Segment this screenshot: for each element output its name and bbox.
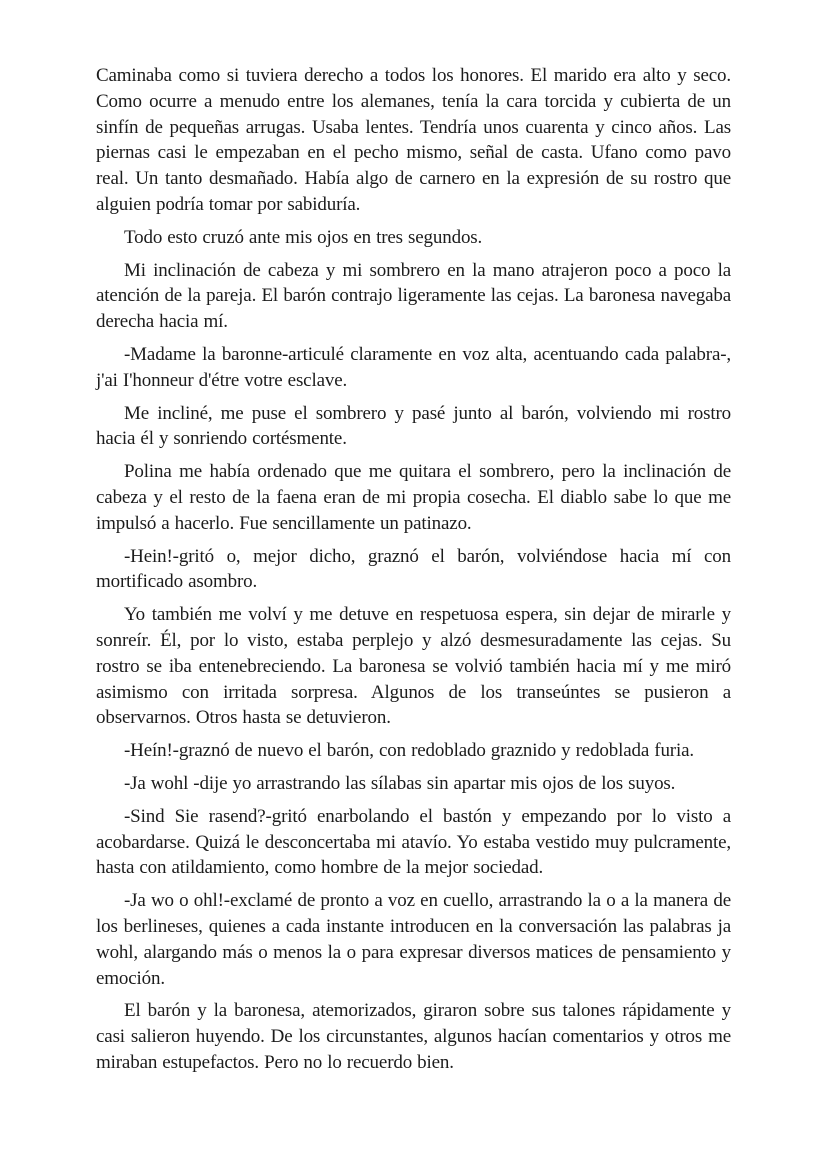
paragraph: -Hein!-gritó o, mejor dicho, graznó el barón, volviéndose hacia mí con mortificado asombro. <box>96 545 731 593</box>
paragraph: Polina me había ordenado que me quitara el sombrero, pero la inclinación de cabeza y el resto de la faena eran de mi propia cosecha. El diablo sabe lo que me impulsó a hacerlo. Fue sencillamente un patinazo. <box>96 461 731 534</box>
paragraph: Todo esto cruzó ante mis ojos en tres segundos. <box>124 226 483 248</box>
paragraph: -Madame la baronne-articulé claramente en voz alta, acentuando cada palabra-, j'ai I'honneur d'étre votre esclave. <box>96 343 731 391</box>
paragraph: -Ja wo o ohl!-exclamé de pronto a voz en cuello, arrastrando la o a la manera de los berlineses, quienes a cada instante introducen en la conversación las palabras ja wohl, alargando más o menos la o para expresar diversos matices de pensamiento y emoción. <box>96 890 731 989</box>
paragraph: Caminaba como si tuviera derecho a todos los honores. El marido era alto y seco. Como ocurre a menudo entre los alemanes, tenía la cara torcida y cubierta de un sinfín de pequeñas arrugas. Usaba lentes. Tendría unos cuarenta y cinco años. Las piernas casi le empezaban en el pecho mismo, señal de casta. Ufano como pavo real. Un tanto desmañado. Había algo de carnero en la expresión de su rostro que alguien podría tomar por sabiduría. <box>96 65 731 215</box>
paragraph: Me incliné, me puse el sombrero y pasé junto al barón, volviendo mi rostro hacia él y sonriendo cortésmente. <box>96 402 731 450</box>
paragraph: El barón y la baronesa, atemorizados, giraron sobre sus talones rápidamente y casi salieron huyendo. De los circunstantes, algunos hacían comentarios y otros me miraban estupefactos. Pero no lo recuerdo bien. <box>96 1000 731 1073</box>
paragraph: Yo también me volví y me detuve en respetuosa espera, sin dejar de mirarle y sonreír. Él, por lo visto, estaba perplejo y alzó desmesuradamente las cejas. Su rostro se iba entenebreciendo. La baronesa se volvió también hacia mí y me miró asimismo con irritada sorpresa. Algunos de los transeúntes se pusieron a observarnos. Otros hasta se detuvieron. <box>96 604 731 729</box>
paragraph: Mi inclinación de cabeza y mi sombrero en la mano atrajeron poco a poco la atención de la pareja. El barón contrajo ligeramente las cejas. La baronesa navegaba derecha hacia mí. <box>96 259 731 333</box>
paragraph: -Heín!-graznó de nuevo el barón, con redoblado graznido y redoblada furia. <box>124 740 694 762</box>
paragraph: -Sind Sie rasend?-gritó enarbolando el bastón y empezando por lo visto a acobardarse. Quizá le desconcertaba mi atavío. Yo estaba vestido muy pulcramente, hasta con atildamiento, como hombre de la mejor sociedad. <box>96 805 731 879</box>
paragraph: -Ja wohl -dije yo arrastrando las sílabas sin apartar mis ojos de los suyos. <box>124 772 676 794</box>
